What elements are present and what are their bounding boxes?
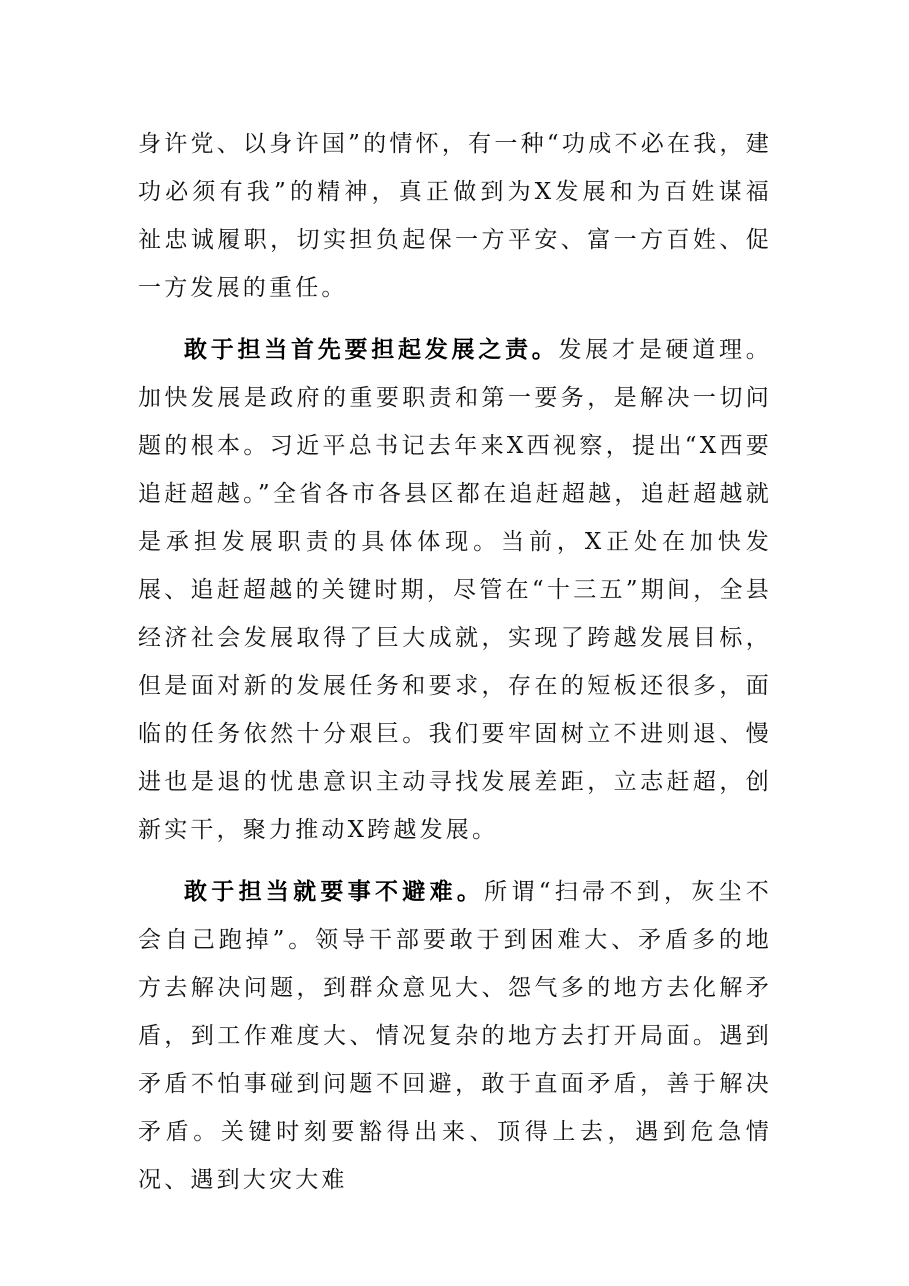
paragraph-text: 发展才是硬道理。加快发展是政府的重要职责和第一要务，是解决一切问题的根本。习近平总书记去年来X西视察，提出“X西要追赶超越。”全省各市各县区都在追赶超越，追赶超越就是承担发展职责的具体体现。当前，X正处在加快发展、追赶超越的关键时期，尽管在“十三五”期间，全县经济社会发展取得了巨大成就，实现了跨越发展目标，但是面对新的发展任务和要求，存在的短板还很多，面临的任务依然十分艰巨。我们要牢固树立不进则退、慢进也是退的忧患意识主动寻找发展差距，立志赶超，创新实干，聚力推动X跨越发展。	[138, 337, 772, 843]
paragraph-heading: 敢于担当首先要担起发展之责。	[184, 336, 559, 363]
paragraph-face-difficulties	[138, 868, 772, 1204]
paragraph-heading: 敢于担当就要事不避难。	[184, 878, 485, 905]
document-body	[138, 120, 772, 1218]
paragraph-development-duty	[138, 326, 772, 854]
paragraph-text: 身许党、以身许国”的情怀，有一种“功成不必在我，建功必须有我”的精神，真正做到为X发展和为百姓谋福祉忠诚履职，切实担负起保一方平安、富一方百姓、促一方发展的重任。	[138, 131, 772, 301]
paragraph-continuation	[138, 120, 772, 312]
paragraph-text: 所谓“扫帚不到，灰尘不会自己跑掉”。领导干部要敢于到困难大、矛盾多的地方去解决问题，到群众意见大、怨气多的地方去化解矛盾，到工作难度大、情况复杂的地方去打开局面。遇到矛盾不怕事碰到问题不回避，敢于直面矛盾，善于解决矛盾。关键时刻要豁得出来、顶得上去，遇到危急情况、遇到大灾大难	[138, 879, 773, 1193]
